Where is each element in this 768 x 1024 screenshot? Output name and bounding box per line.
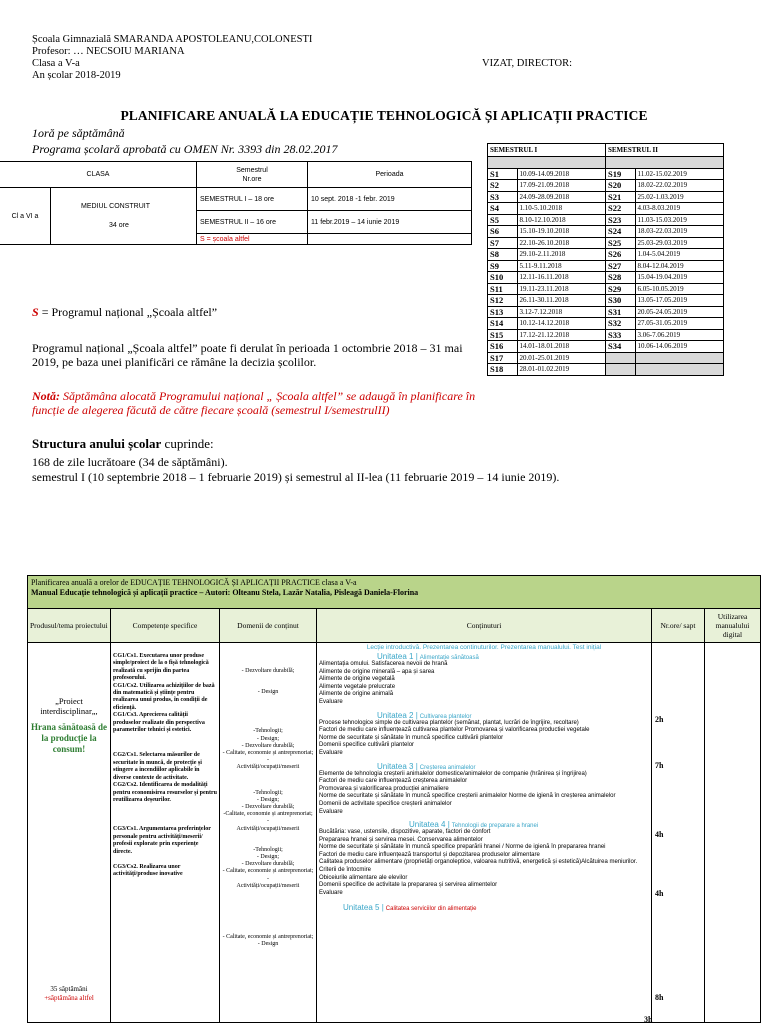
col-manual: Utilizarea manualului digital	[705, 609, 761, 643]
unit-subtitle: Creșterea animalelor	[419, 764, 476, 771]
col-produs: Produsul/tema proiectului	[28, 609, 111, 643]
manual-cell	[705, 643, 761, 1023]
week-number: S28	[605, 272, 635, 284]
week-number: S26	[605, 249, 635, 261]
week-number	[605, 364, 635, 376]
weeks-altfel: +săptămâna altfel	[44, 994, 94, 1002]
week-row	[488, 191, 724, 203]
dom-19: -	[267, 875, 269, 882]
hours-unit1: 7h	[655, 761, 664, 770]
project-label: „Proiect interdisciplinar„,	[40, 696, 98, 716]
week-dates: 1.10-5.10.2018	[517, 203, 605, 215]
comp-4: CG2/Cs1. Selectarea măsurilor de securitate în muncă, de protecție și stingere a incendiilor aplicabile în diverse contexte de activitate.	[113, 752, 202, 781]
sem2-label: SEMESTRUL II – 16 ore	[197, 211, 308, 234]
unit-subtitle: Calitatea serviciilor din alimentație	[385, 906, 477, 913]
altfel-legend	[32, 305, 217, 320]
week-number: S13	[488, 306, 518, 318]
dom-15: -Tehnologii;	[253, 846, 283, 853]
altfel-symbol: S	[32, 305, 39, 319]
week-dates: 3.12-7.12.2018	[517, 306, 605, 318]
week-dates: 15.04-19.04.2019	[635, 272, 723, 284]
week-dates: 13.05-17.05.2019	[635, 295, 723, 307]
week-dates	[635, 364, 723, 376]
unit-block	[319, 762, 649, 817]
total-ore: 34 ore	[109, 222, 129, 229]
domenii-cell	[220, 643, 317, 1023]
week-row	[488, 272, 724, 284]
week-dates: 17.12-21.12.2018	[517, 329, 605, 341]
nota-label: Notă:	[32, 389, 60, 403]
col-continuturi: Conținuturi	[317, 609, 652, 643]
competente-cell	[111, 643, 220, 1023]
dom-13: -	[267, 818, 269, 825]
unit-title	[319, 652, 649, 661]
content-item: Procese tehnologice simple de cultivarea plantelor (semănat, plantat, lucrări de îngrijire, recoltare)	[319, 719, 579, 726]
intro-line: Lecție introductivă. Prezentarea continuturilor. Prezentarea manualului. Test inițial	[366, 644, 602, 651]
week-dates: 12.11-16.11.2018	[517, 272, 605, 284]
comp-7: CG3/Cs2. Realizarea unor activități/produse inovative	[113, 863, 183, 878]
school-year: An școlar 2018-2019	[32, 70, 121, 81]
week-dates: 5.11-9.11.2018	[517, 260, 605, 272]
comp-1: CG1/Cs1. Executarea unor produse simple/proiect de la o fișă tehnologică realizată cu sprijin din partea profesorului.	[113, 653, 209, 682]
unit-title	[319, 711, 649, 720]
col-perioada: Perioada	[308, 162, 472, 188]
content-item: Obiceiurile alimentare ale elevilor	[319, 874, 408, 881]
unit-block	[319, 820, 649, 897]
week-dates: 18.03-22.03.2019	[635, 226, 723, 238]
content-item: Norme de securitate și sănătate în muncă specifice creșterii animalelor Norme de igienă în creșterea animalelor	[319, 793, 616, 800]
week-number: S24	[605, 226, 635, 238]
week-row	[488, 352, 724, 364]
week-number	[605, 352, 635, 364]
week-dates: 6.05-10.05.2019	[635, 283, 723, 295]
vizat-director: VIZAT, DIRECTOR:	[482, 58, 573, 69]
class-table	[0, 161, 472, 245]
content-item: Norme de securitate și sănătate în muncă specifice preparării hranei / Norme de igienă în prepararea hranei	[319, 844, 606, 851]
week-number: S34	[605, 341, 635, 353]
week-row	[488, 295, 724, 307]
dom-14: Activități/ocupații/meserii	[236, 825, 300, 832]
week-number: S22	[605, 203, 635, 215]
project-cell	[28, 643, 111, 1023]
week-number: S12	[488, 295, 518, 307]
plan-header	[28, 576, 761, 609]
week-dates: 18.02-22.02.2019	[635, 180, 723, 192]
week-dates: 28.01-01.02.2019	[517, 364, 605, 376]
dom-5: - Dezvoltare durabilă;	[241, 742, 295, 749]
dom-18: - Calitate, economie și antreprenoriat;	[222, 868, 314, 875]
dom-3: -Tehnologii;	[253, 728, 283, 735]
structura-line1: 168 de zile lucrătoare (34 de săptămâni).	[32, 455, 228, 469]
continuturi-cell	[317, 643, 652, 1023]
week-number: S33	[605, 329, 635, 341]
week-dates: 26.11-30.11.2018	[517, 295, 605, 307]
week-dates: 20.05-24.05.2019	[635, 306, 723, 318]
week-number: S20	[605, 180, 635, 192]
week-number: S30	[605, 295, 635, 307]
hours-unit4: 8h	[655, 993, 664, 1002]
week-dates: 14.01-18.01.2018	[517, 341, 605, 353]
dom-10: - Design;	[256, 796, 280, 803]
week-number: S27	[605, 260, 635, 272]
week-number: S25	[605, 237, 635, 249]
unit-title	[319, 820, 649, 829]
content-item: Domenii specifice de activitate la prepararea și servirea alimentelor	[319, 882, 498, 889]
week-row	[488, 237, 724, 249]
unit-title	[319, 762, 649, 771]
unit-block	[319, 652, 649, 707]
week-row	[488, 283, 724, 295]
content-item: Domenii de activitate specifice creșterii animalelor	[319, 800, 452, 807]
dom-9: -Tehnologii;	[253, 789, 283, 796]
sem2-heading: SEMESTRUL II	[605, 144, 723, 157]
hours-unit2: 4h	[655, 830, 664, 839]
dom-8: Activități/ocupații/meserii	[236, 764, 300, 771]
plan-header-line1: Planificarea anuală a orelor de EDUCAȚIE TEHNOLOGICĂ ȘI APLICAȚII PRACTICE clasa a V-a	[31, 578, 357, 587]
week-number: S16	[488, 341, 518, 353]
content-item: Factori de mediu care influențează transportul și depozitarea produselor alimentare	[319, 851, 540, 858]
dom-11: - Dezvoltare durabilă;	[241, 804, 295, 811]
content-item: Bucătăria: vase, ustensile, dispozitive, aparate, factori de confort	[319, 829, 491, 836]
col-semestrul: Semestrul Nr.ore	[197, 162, 308, 188]
week-number: S23	[605, 214, 635, 226]
weeks-table	[487, 143, 724, 376]
week-dates: 27.05-31.05.2019	[635, 318, 723, 330]
clasa-value: Cl a VI a	[0, 188, 51, 244]
comp-6: CG3/Cs1. Argumentarea preferințelor personale pentru activități/meserii/ profesii explorate prin experiențe directe.	[113, 826, 211, 855]
week-number: S18	[488, 364, 518, 376]
week-number: S1	[488, 168, 518, 180]
week-number: S9	[488, 260, 518, 272]
curriculum-note: Programa școlară aprobată cu OMEN Nr. 3393 din 28.02.2017	[32, 142, 338, 156]
week-dates: 15.10-19.10.2018	[517, 226, 605, 238]
week-row	[488, 249, 724, 261]
comp-5: CG2/Cs2. Identificarea de modalități pentru economisirea resurselor și pentru reutilizarea deșeurilor.	[113, 782, 217, 803]
dom-7: -	[267, 757, 269, 764]
week-row	[488, 306, 724, 318]
weeks-count: 35 săptămâni	[50, 985, 88, 993]
week-number: S5	[488, 214, 518, 226]
week-dates: 8.04-12.04.2019	[635, 260, 723, 272]
unit-block	[319, 711, 649, 758]
week-row	[488, 329, 724, 341]
week-dates: 10.09-14.09.2018	[517, 168, 605, 180]
content-item: Elemente de tehnologia creșterii animalelor domestice/animalelor de companie (hrănirea și îngrijirea)	[319, 770, 587, 777]
week-dates: 10.06-14.06.2019	[635, 341, 723, 353]
hours-unit3: 4h	[655, 889, 664, 898]
school-name: Școala Gimnazială SMARANDA APOSTOLEANU,COLONESTI	[32, 34, 313, 45]
class-label: Clasa a V-a	[32, 58, 80, 69]
week-row	[488, 214, 724, 226]
week-number: S7	[488, 237, 518, 249]
week-dates: 25.03-29.03.2019	[635, 237, 723, 249]
col-ore: Nr.ore/ sapt	[652, 609, 705, 643]
col-domenii: Domenii de conținut	[220, 609, 317, 643]
content-item: Domenii specifice cultivării plantelor	[319, 742, 415, 749]
hours-cell	[652, 643, 705, 1023]
content-item: Alimentația omului. Satisfacerea nevoii de hrană	[319, 661, 448, 667]
altfel-note: S = școala altfel	[197, 234, 308, 245]
col-competente: Competențe specifice	[111, 609, 220, 643]
comp-2: CG1/Cs2. Utilizarea achizițiilor de bază din matematică și științe pentru realizarea unui produs, în condiții de eficiență.	[113, 682, 215, 711]
unit-subtitle: Alimentație sănătoasă	[419, 655, 479, 661]
content-item: Evaluare	[319, 889, 343, 896]
week-number: S31	[605, 306, 635, 318]
week-row	[488, 260, 724, 272]
week-dates: 20.01-25.01.2019	[517, 352, 605, 364]
structura-title-rest: cuprinde:	[161, 436, 214, 451]
content-item: Evaluare	[319, 808, 343, 815]
dom-6: - Calitate, economie și antreprenoriat;	[222, 750, 314, 757]
clasa-cell	[0, 188, 197, 245]
page-title: PLANIFICARE ANUALĂ LA EDUCAȚIE TEHNOLOGICĂ ȘI APLICAȚII PRACTICE	[120, 108, 648, 123]
unit-number: Unitatea 3 |	[377, 761, 418, 771]
week-row	[488, 203, 724, 215]
week-dates: 24.09-28.09.2018	[517, 191, 605, 203]
week-row	[488, 364, 724, 376]
week-number: S14	[488, 318, 518, 330]
week-dates: 29.10-2.11.2018	[517, 249, 605, 261]
teacher-name: Profesor: … NECSOIU MARIANA	[32, 46, 185, 57]
altfel-label: = Programul național „Școala altfel”	[38, 305, 218, 319]
unit-number: Unitatea 5 |	[343, 903, 384, 913]
altfel-nota	[32, 389, 484, 417]
content-item: Factori de mediu care influențează cultivarea plantelor Promovarea și valorificarea productiei vegetale	[319, 727, 590, 734]
hours-unit5: 3h	[644, 1015, 653, 1024]
unit-number: Unitatea 4 |	[409, 820, 450, 830]
nota-text: Săptămâna alocată Programului național „ Școala altfel” se adaugă în planificare în funcție de alegerea făcută de către fiecare școală (semestrul I/semestrulII)	[32, 389, 476, 417]
week-row	[488, 180, 724, 192]
week-number: S21	[605, 191, 635, 203]
content-item: Prepararea hranei și servirea mesei. Conservarea alimentelor	[319, 836, 483, 843]
content-item: Factori de mediu care influențează creșterea animalelor	[319, 778, 468, 785]
dom-16: - Design;	[256, 854, 280, 861]
week-dates: 11.02-15.02.2019	[635, 168, 723, 180]
unit-subtitle: Tehnologii de preparare a hranei	[451, 823, 539, 830]
week-number: S19	[605, 168, 635, 180]
week-dates: 10.12-14.12.2018	[517, 318, 605, 330]
week-row	[488, 168, 724, 180]
dom-21: - Calitate, economie și antreprenoriat;	[222, 934, 314, 941]
dom-17: - Dezvoltare durabilă;	[241, 861, 295, 868]
week-number: S11	[488, 283, 518, 295]
plan-table	[27, 575, 761, 1023]
week-number: S4	[488, 203, 518, 215]
unit-subtitle: Cultivarea plantelor	[419, 713, 472, 720]
week-dates: 4.03-8.03.2019	[635, 203, 723, 215]
week-dates: 8.10-12.10.2018	[517, 214, 605, 226]
week-number: S3	[488, 191, 518, 203]
week-number: S6	[488, 226, 518, 238]
content-item: Norme de securitate și sănătate în muncă specifice cultivării plantelor	[319, 734, 504, 741]
content-item: Alimente de origine vegetală	[319, 676, 395, 683]
week-number: S17	[488, 352, 518, 364]
content-item: Alimente de origine animală	[319, 691, 394, 698]
hours-intro: 2h	[655, 715, 664, 724]
content-item: Alimente vegetale prelucrate	[319, 683, 396, 690]
content-item: Alimente de origine minerală – apa și sarea	[319, 668, 435, 675]
week-number: S8	[488, 249, 518, 261]
dom-20: Activități/ocupații/meserii	[236, 882, 300, 889]
week-dates: 22.10-26.10.2018	[517, 237, 605, 249]
week-dates	[635, 352, 723, 364]
week-dates: 25.02-1.03.2019	[635, 191, 723, 203]
dom-2: - Design	[257, 689, 279, 696]
unit-number: Unitatea 1 |	[377, 652, 418, 661]
week-row	[488, 226, 724, 238]
sem1-period: 10 sept. 2018 -1 febr. 2019	[308, 188, 472, 211]
structura-line2: semestrul I (10 septembrie 2018 – 1 februarie 2019) și semestrul al II-lea (11 februarie 2019 – 14 iunie 2019).	[32, 470, 560, 484]
dom-22: - Design	[257, 941, 279, 948]
week-dates: 11.03-15.03.2019	[635, 214, 723, 226]
week-row	[488, 318, 724, 330]
altfel-paragraph: Programul național „Școala altfel” poate fi derulat în perioada 1 octombrie 2018 – 31 mai 2019, pe baza unei planificări ce rămâne la decizia școlilor.	[32, 341, 463, 369]
content-item: Calitatea produselor alimentare (proprietăți organoleptice, valoarea nutritivă, energetică și estetică)Alcătuirea meniurilor. Criterii de întocmire	[319, 859, 638, 874]
content-item: Promovarea și valorificarea producției animaliere	[319, 785, 449, 792]
week-dates: 19.11-23.11.2018	[517, 283, 605, 295]
week-number: S2	[488, 180, 518, 192]
dom-4: - Design;	[256, 735, 280, 742]
week-number: S15	[488, 329, 518, 341]
plan-header-line2: Manual Educație tehnologică și aplicații practice – Autori: Olteanu Stela, Lazăr Natalia, Pisleagă Daniela-Florina	[31, 588, 419, 597]
week-number: S32	[605, 318, 635, 330]
dom-12: -Calitate, economie și antreprenoriat;	[223, 811, 313, 818]
sem2-period: 11 febr.2019 – 14 iunie 2019	[308, 211, 472, 234]
week-number: S10	[488, 272, 518, 284]
dom-1: - Dezvoltare durabilă;	[241, 668, 295, 674]
content-item: Evaluare	[319, 749, 343, 756]
week-dates: 1.04-5.04.2019	[635, 249, 723, 261]
structura-title	[32, 436, 214, 452]
structura-title-bold: Structura anului școlar	[32, 436, 162, 451]
week-dates: 3.06-7.06.2019	[635, 329, 723, 341]
content-item: Evaluare	[319, 698, 343, 705]
hours-per-week: 1oră pe săptămână	[32, 126, 125, 140]
unit-number: Unitatea 2 |	[377, 710, 418, 720]
col-clasa: CLASA	[0, 162, 197, 188]
week-row	[488, 341, 724, 353]
project-theme: Hrana sănătoasă de la producție la consum!	[30, 722, 107, 754]
domeniu: MEDIUL CONSTRUIT	[81, 203, 150, 210]
week-dates: 17.09-21.09.2018	[517, 180, 605, 192]
sem1-label: SEMESTRUL I – 18 ore	[197, 188, 308, 211]
week-number: S29	[605, 283, 635, 295]
sem1-heading: SEMESTRUL I	[488, 144, 606, 157]
comp-3: CG1/Cs3. Aprecierea calității produselor realizate din perspectiva parametrilor tehnici și estetici.	[113, 712, 205, 734]
unit-title	[319, 903, 649, 912]
